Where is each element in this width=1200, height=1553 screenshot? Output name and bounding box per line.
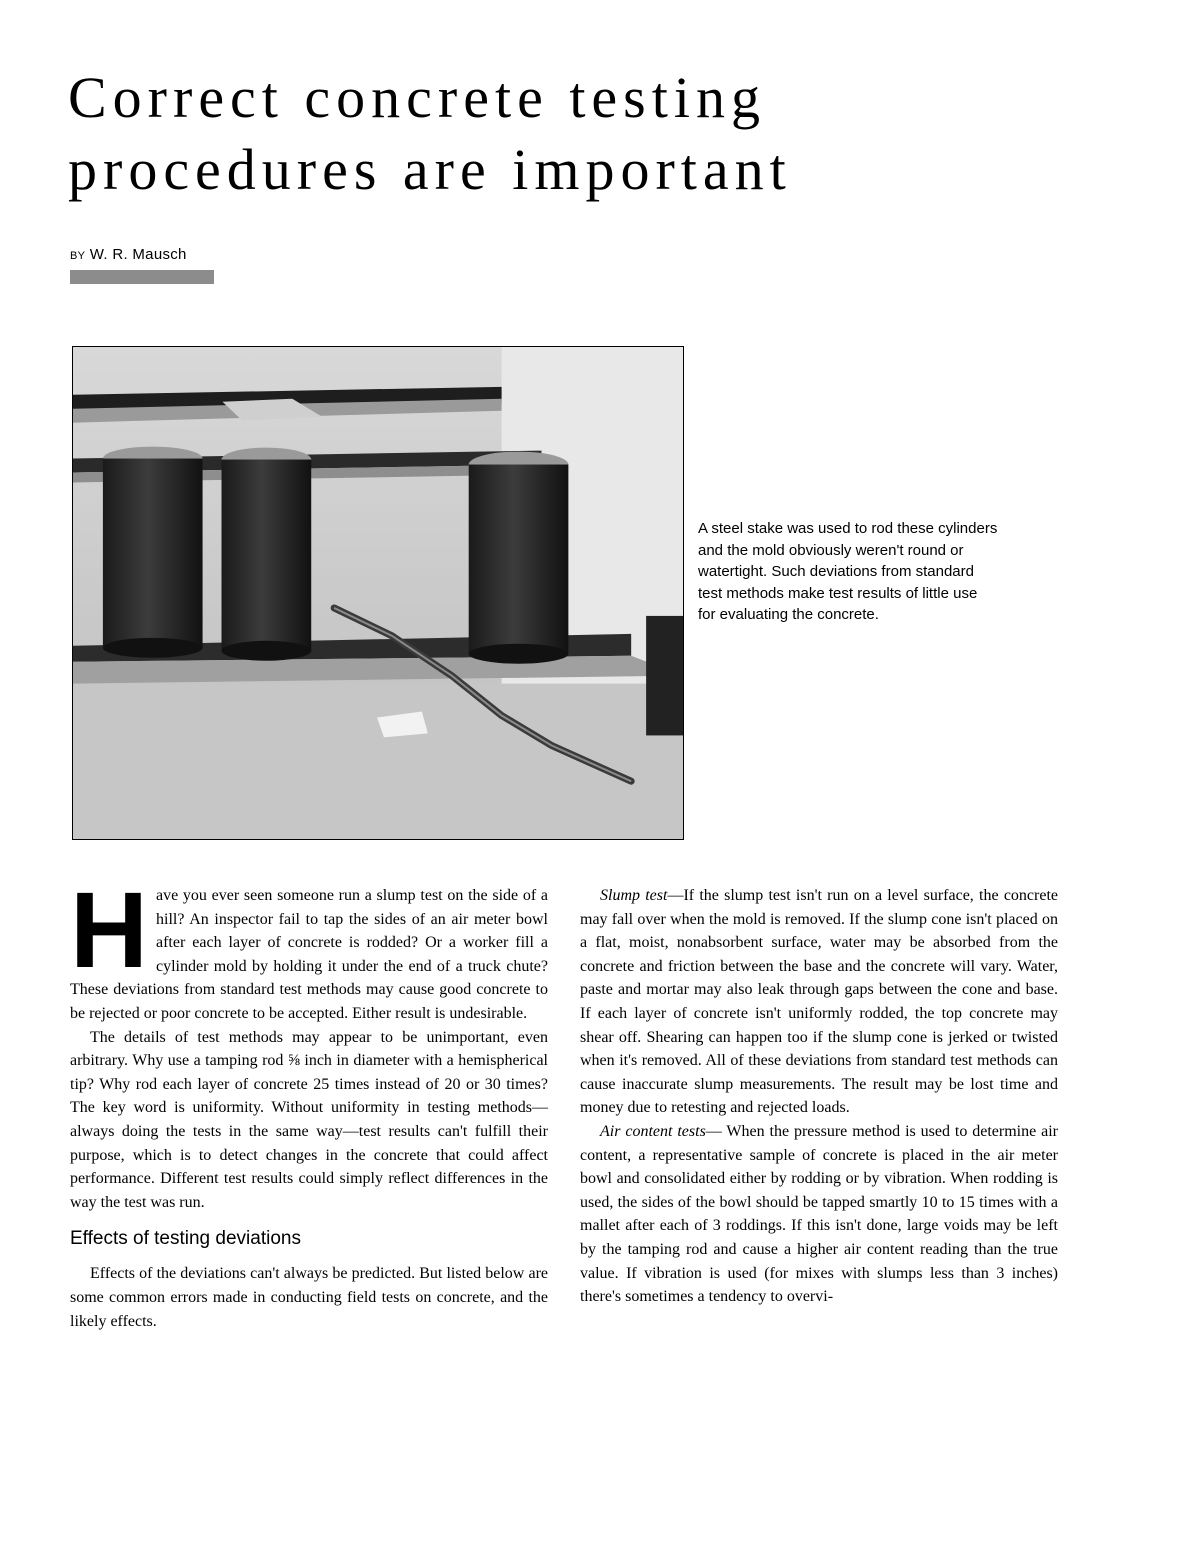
slump-paragraph — [580, 884, 1058, 1120]
photo-caption: A steel stake was used to rod these cylinders and the mold obviously weren't round or watertight. Such deviations from standard test methods make test results of little use for evaluating the concrete. — [698, 520, 998, 623]
air-content-paragraph — [580, 1120, 1058, 1309]
photo-illustration — [73, 347, 683, 839]
body-column-left — [70, 869, 548, 1333]
drop-cap: H — [70, 869, 148, 990]
effects-paragraph: Effects of the deviations can't always be predicted. But listed below are some common errors made in conducting field tests on concrete, and the likely effects. — [70, 1265, 548, 1330]
intro-text: ave you ever seen someone run a slump test on the side of a hill? An inspector fail to tap the sides of an air meter bowl after each layer of concrete is rodded? Or a worker fill a cylinder mold by holding it under the end of a truck chute? These deviations from standard test methods may cause good concrete to be rejected or poor concrete to be accepted. Either result is undesirable. — [70, 887, 548, 1022]
byline-prefix: BY — [70, 250, 86, 262]
byline-rule — [70, 270, 214, 284]
concrete-cylinders-photo — [72, 346, 684, 840]
air-text: — When the pressure method is used to determine air content, a representative sample of concrete is placed in the air meter bowl and consolidated either by rodding or by vibration. When rodding is used, the sides of the bowl should be tapped smartly 10 to 15 times with a mallet after each of 3 roddings. If this isn't done, large voids may be left by the tamping rod and cause a higher air content reading than the true value. If vibration is used (for mixes with slumps less than 3 inches) there's sometimes a tendency to overvi- — [580, 1122, 1058, 1306]
intro-paragraph — [70, 869, 548, 1026]
air-runin-label: Air content tests — [600, 1122, 706, 1140]
article-title — [68, 62, 968, 206]
uniformity-paragraph: The details of test methods may appear to be unimportant, even arbitrary. Why use a tamping rod ⅝ inch in diameter with a hemispherical tip? Why rod each layer of concrete 25 times instead of 20 or 30 times? The key word is uniformity. Without uniformity in testing methods—always doing the tests in the same way—test results can't fulfill their purpose, which is to detect changes in the concrete that could affect performance. Different test results could simply reflect differences in the way the test was run. — [70, 1028, 548, 1211]
byline — [70, 246, 187, 263]
section-heading: Effects of testing deviations — [70, 1228, 301, 1250]
byline-author: W. R. Mausch — [89, 246, 187, 263]
slump-text: —If the slump test isn't run on a level surface, the concrete may fall over when the mold is removed. If the slump cone isn't placed on a flat, moist, nonabsorbent surface, water may be absorbed from the concrete and friction between the base and the concrete will vary. Water, paste and mortar may also leak through gaps between the cone and base. If each layer of concrete isn't uniformly rodded, the top concrete may shear off. Shearing can happen too if the slump cone is jerked or twisted when it's removed. All of these deviations from standard test methods can cause inaccurate slump measurements. The result may be lost time and money due to retesting and rejected loads. — [580, 887, 1058, 1117]
slump-runin-label: Slump test — [600, 887, 668, 904]
title-line-2: procedures are important — [68, 137, 792, 202]
title-line-1: Correct concrete testing — [68, 65, 766, 130]
body-column-right — [580, 884, 1058, 1309]
